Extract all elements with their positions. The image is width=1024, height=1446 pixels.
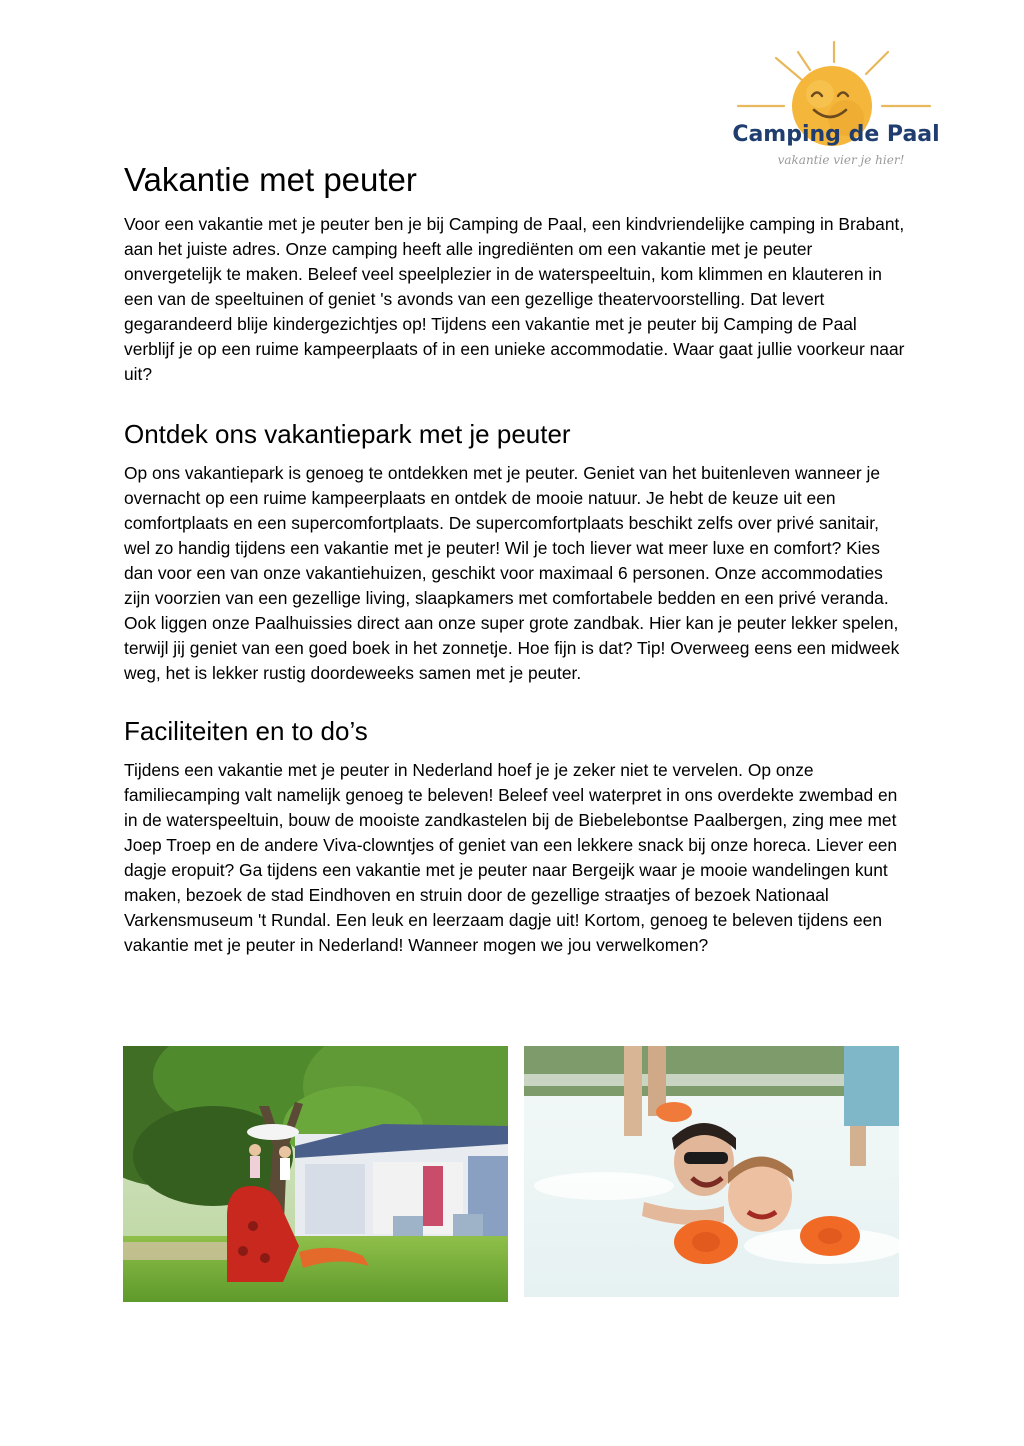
document-content: [124, 158, 908, 958]
section-body-faciliteiten: Tijdens een vakantie met je peuter in Nederland hoef je je zeker niet te vervelen. Op onze familiecamping valt namelijk genoeg te beleven! Beleef veel waterpret in ons overdekte zwembad en in de waterspeeltuin, bouw de mooiste zandkastelen bij de Biebelebontse Paalbergen, zing mee met Joep Troep en de andere Viva-clowntjes of geniet van een lekkere snack bij onze horeca. Liever een dagje eropuit? Ga tijdens een vakantie met je peuter naar Bergeijk waar je mooie wandelingen kunt maken, bezoek de stad Eindhoven en struin door de gezellige straatjes of bezoek Nationaal Varkensmuseum 't Rundal. Een leuk en leerzaam dagje uit! Kortom, genoeg te beleven tijdens een vakantie met je peuter in Nederland! Wanneer mogen we jou verwelkomen?: [124, 760, 898, 955]
section-heading-faciliteiten: Faciliteiten en to do’s: [124, 716, 368, 746]
section-body-vakantiepark: Op ons vakantiepark is genoeg te ontdekken met je peuter. Geniet van het buitenleven wanneer je overnacht op een ruime kampeerplaats en ontdek de mooie natuur. Je hebt de keuze uit een comfortplaats en een supercomfortplaats. De supercomfortplaats beschikt zelfs over privé sanitair, wel zo handig tijdens een vakantie met je peuter! Wil je toch liever wat meer luxe en comfort? Kies dan voor een van onze vakantiehuizen, geschikt voor maximaal 6 personen. Onze accommodaties zijn voorzien van een gezellige living, slaapkamers met comfortabele bedden en een privé veranda. Ook liggen onze Paalhuissies direct aan onze super grote zandbak. Hier kan je peuter lekker spelen, terwijl jij geniet van een goed boek in het zonnetje. Hoe fijn is dat? Tip! Overweeg eens een midweek weg, het is lekker rustig doordeweeks samen met je peuter.: [124, 463, 900, 683]
logo-title: Camping de Paal: [732, 122, 940, 147]
playground-photo: [123, 1046, 508, 1302]
page-title: Vakantie met peuter: [124, 161, 417, 198]
swimming-pool-photo: [524, 1046, 899, 1297]
intro-paragraph: Voor een vakantie met je peuter ben je bij Camping de Paal, een kindvriendelijke camping in Brabant, aan het juiste adres. Onze camping heeft alle ingrediënten om een vakantie met je peuter onvergetelijk te maken. Beleef veel speelplezier in de waterspeeltuin, kom klimmen en klauteren in een van de speeltuinen of geniet 's avonds van een gezellige theatervoorstelling. Dat levert gegarandeerd blije kindergezichtjes op! Tijdens een vakantie met je peuter bij Camping de Paal verblijf je op een ruime kampeerplaats of in een unieke accommodatie. Waar gaat jullie voorkeur naar uit?: [124, 214, 905, 384]
section-heading-vakantiepark: Ontdek ons vakantiepark met je peuter: [124, 419, 571, 449]
camping-de-paal-logo: [716, 38, 956, 176]
logo-tagline: vakantie vier je hier!: [777, 153, 905, 167]
